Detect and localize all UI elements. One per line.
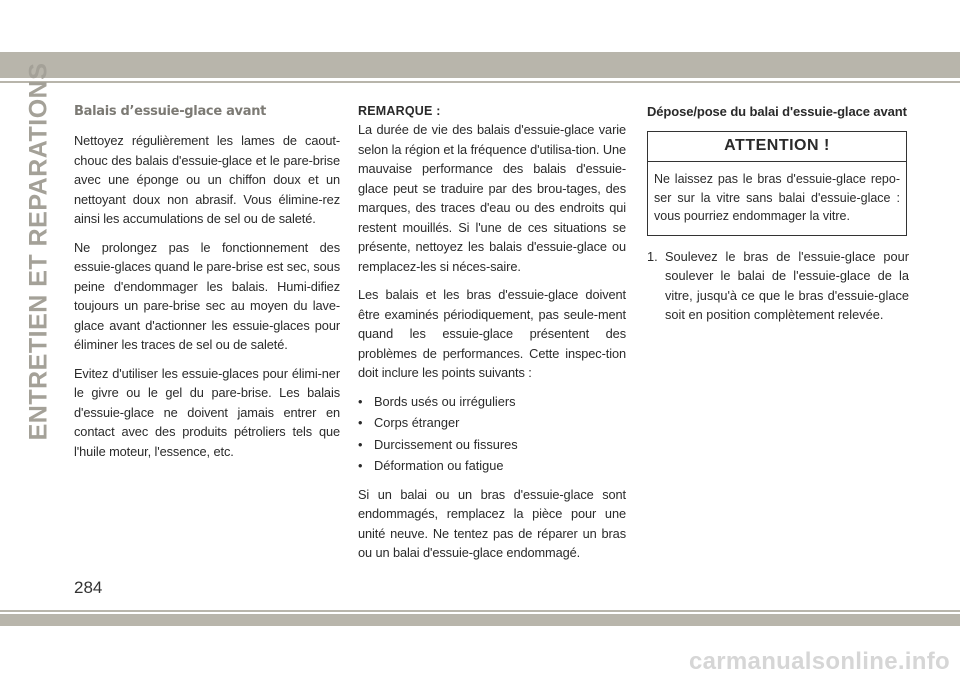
list-item: • Durcissement ou fissures [358,435,626,455]
column-2 [358,104,626,572]
header-band [0,52,960,78]
bullet-icon: • [358,393,363,409]
section-heading: Balais d’essuie-glace avant [74,104,267,119]
paragraph: La durée de vie des balais d'essuie-glace varie selon la région et la fréquence d'utilisa-tion. Une mauvaise performance des balais d'essuie-glace peut se traduire par des brou-tages, des marques, des traces d'eau ou des endroits qui restent mouillés. Si l'une de ces situations se présente, nettoyez les balais d'essuie-glace ou remplacez-les si néces-saire. [358,122,626,274]
bullet-icon: • [358,458,363,473]
attention-box [647,131,907,236]
step-text: Soulevez le bras de l'essuie-glace pour soulever le balai de l'essuie-glace de la vitre, jusqu'à ce que le bras d'essuie-glace soit en position complètement relevée. [665,248,909,322]
section-side-tab [22,62,56,440]
footer-rule [0,610,960,612]
note-label: REMARQUE : [358,104,441,118]
section-heading: Dépose/pose du balai d'essuie-glace avant [647,104,907,119]
attention-title: ATTENTION ! [648,132,906,162]
procedure-steps [647,247,909,325]
column-3 [647,104,909,325]
footer-band [0,614,960,626]
list-item: • Bords usés ou irréguliers [358,392,626,412]
paragraph: Si un balai ou un bras d'essuie-glace sont endommagés, remplacez la pièce pour une unité neuve. Ne tentez pas de réparer un bras ou un balai d'essuie-glace endommagé. [358,486,626,560]
paragraph: Ne prolongez pas le fonctionnement des essuie-glaces quand le pare-brise est sec, sous peine d'endommager les balais. Humi-difiez toujours un pare-brise sec au moyen du lave-glace avant d'actionner les essuie-glaces pour éliminer les traces de sel ou de saleté. [74,239,340,352]
list-item: • Corps étranger [358,413,626,433]
page-number: 284 [74,578,103,597]
attention-text: Ne laissez pas le bras d'essuie-glace repo-ser sur la vitre sans balai d'essuie-glace : vous pourriez endommager la vitre. [654,172,900,223]
column-1 [74,104,340,470]
step-item [647,247,909,325]
header-rule [0,81,960,83]
list-item: • Déformation ou fatigue [358,456,626,476]
paragraph: Nettoyez régulièrement les lames de caout-chouc des balais d'essuie-glace et le pare-brise avec une éponge ou un chiffon doux et un nettoyant doux non abrasif. Vous élimine-rez ainsi les accumulations de sel ou de saleté. [74,133,340,226]
bullet-icon: • [358,436,363,452]
step-number: 1. [647,248,658,264]
paragraph: Evitez d'utiliser les essuie-glaces pour élimi-ner le givre ou le gel du pare-brise. Les balais d'essuie-glace ne doivent jamais entrer en contact avec des produits pétroliers tels que l'huile moteur, l'essence, etc. [74,365,340,459]
watermark: carmanualsonline.info [688,648,950,675]
paragraph: Les balais et les bras d'essuie-glace doivent être examinés périodiquement, pas seule-ment quand les essuie-glace présentent des problèmes de performances. Cette inspec-tion doit inclure les points suivants : [358,287,626,380]
inspection-list [358,392,626,476]
section-side-tab-label: ENTRETIEN ET REPARATIONS [24,62,53,440]
bullet-icon: • [358,415,363,430]
